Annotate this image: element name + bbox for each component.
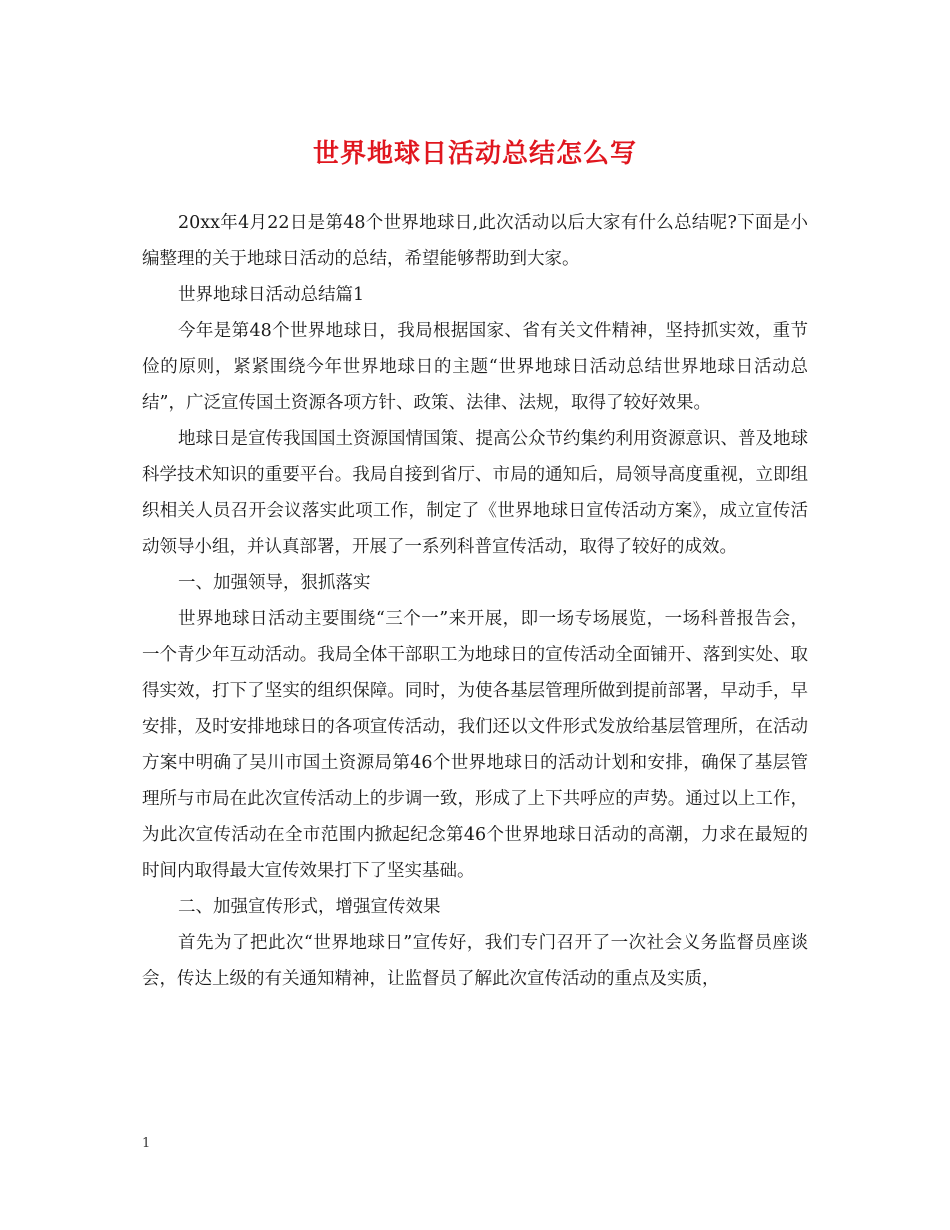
paragraph-activities: 世界地球日活动主要围绕“三个一”来开展，即一场专场展览，一场科普报告会，一个青少年互动活动。我局全体干部职工为地球日的宣传活动全面铺开、落到实处、取得实效，打下了坚实的组织保障。同时，为使各基层管理所做到提前部署，早动手，早安排，及时安排地球日的各项宣传活动，我们还以文件形式发放给基层管理所，在活动方案中明确了吴川市国土资源局第46个世界地球日的活动计划和安排，确保了基层管理所与市局在此次宣传活动上的步调一致，形成了上下共呼应的声势。通过以上工作，为此次宣传活动在全市范围内掀起纪念第46个世界地球日活动的高潮，力求在最短的时间内取得最大宣传效果打下了坚实基础。 [142, 609, 808, 881]
page-number: 1 [142, 1136, 151, 1151]
paragraph-platform: 地球日是宣传我国国土资源国情国策、提高公众节约集约利用资源意识、普及地球科学技术知识的重要平台。我局自接到省厅、市局的通知后，局领导高度重视，立即组织相关人员召开会议落实此项工作，制定了《世界地球日宣传活动方案》，成立宣传活动领导小组，并认真部署，开展了一系列科普宣传活动，取得了较好的成效。 [142, 429, 808, 557]
document-title: 世界地球日活动总结怎么写 [312, 139, 637, 169]
paragraph-overview: 今年是第48个世界地球日，我局根据国家、省有关文件精神，坚持抓实效，重节俭的原则，紧紧围绕今年世界地球日的主题“世界地球日活动总结世界地球日活动总结”，广泛宣传国土资源各项方针、政策、法律、法规，取得了较好效果。 [142, 321, 808, 413]
document-body [142, 205, 808, 997]
section-heading-publicity: 二、加强宣传形式，增强宣传效果 [178, 897, 441, 917]
paragraph-intro: 20xx年4月22日是第48个世界地球日,此次活动以后大家有什么总结呢?下面是小编整理的关于地球日活动的总结，希望能够帮助到大家。 [142, 213, 808, 269]
section-heading-leadership: 一、加强领导，狠抓落实 [178, 573, 371, 593]
paragraph-publicity: 首先为了把此次“世界地球日”宣传好，我们专门召开了一次社会义务监督员座谈会，传达上级的有关通知精神，让监督员了解此次宣传活动的重点及实质， [142, 933, 808, 989]
section-heading-part-1: 世界地球日活动总结篇1 [178, 285, 365, 305]
